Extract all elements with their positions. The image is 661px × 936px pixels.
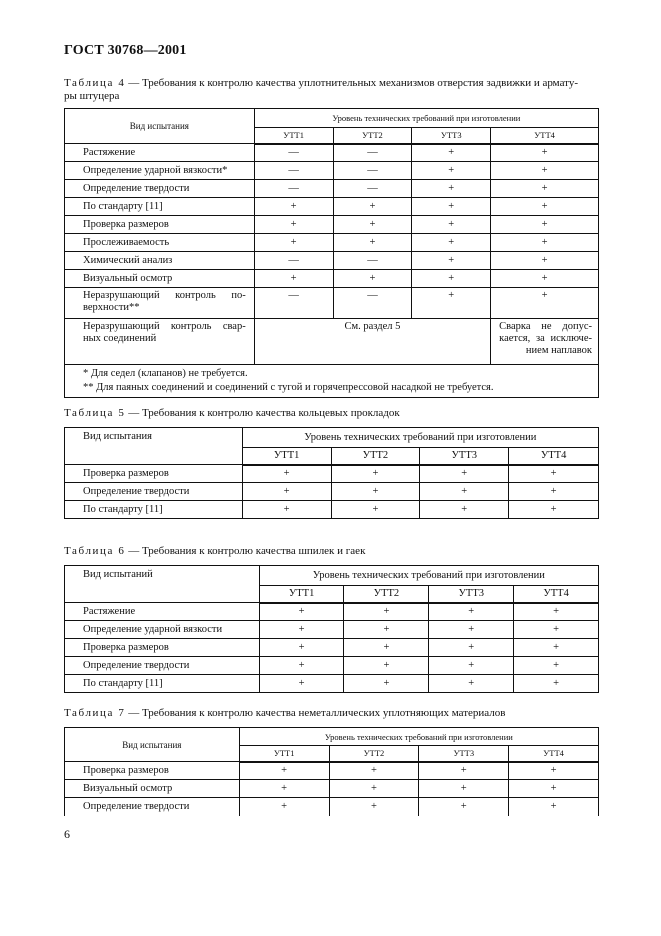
cell-value: + xyxy=(514,621,599,639)
cell-value: + xyxy=(412,288,491,319)
cell-value: + xyxy=(333,234,412,252)
row-name: Определение твердости xyxy=(65,798,240,816)
cell-line: нием наплавок xyxy=(525,345,592,356)
table-row xyxy=(65,657,599,675)
cell-value: — xyxy=(333,288,412,319)
cell-value: + xyxy=(509,780,599,798)
cell-value: — xyxy=(333,144,412,162)
cell-value: + xyxy=(239,762,329,780)
cell-line: Сварка не допус- xyxy=(499,321,592,332)
cell-value: + xyxy=(329,780,419,798)
cell-value: + xyxy=(491,234,599,252)
cell-value: + xyxy=(412,216,491,234)
cell-value: + xyxy=(344,621,429,639)
table6-header-level: УТТ2 xyxy=(344,586,429,603)
cell-value: + xyxy=(344,603,429,621)
cell-value: + xyxy=(412,198,491,216)
cell-value: + xyxy=(491,162,599,180)
cell-value: + xyxy=(491,270,599,288)
table7-caption-text: — Требования к контролю качества неметаллических уплотняющих материалов xyxy=(125,707,506,719)
row-name: Проверка размеров xyxy=(65,639,260,657)
table7-header-group: Уровень технических требований при изготовлении xyxy=(239,728,598,746)
table6-header-level: УТТ4 xyxy=(514,586,599,603)
cell-value: + xyxy=(412,162,491,180)
row-name: По стандарту [11] xyxy=(65,501,243,519)
table-row xyxy=(65,675,599,693)
table5-header-test: Вид испытания xyxy=(65,428,243,465)
row-name: Растяжение xyxy=(65,603,260,621)
cell-value: + xyxy=(331,483,420,501)
row-name: Определение ударной вязкости* xyxy=(65,162,255,180)
cell-value: + xyxy=(429,621,514,639)
table-row xyxy=(65,198,599,216)
table7 xyxy=(64,727,599,816)
table-row xyxy=(65,270,599,288)
row-name-line: верхности** xyxy=(83,302,140,313)
table5-header-level: УТТ4 xyxy=(509,448,599,465)
row-name: По стандарту [11] xyxy=(65,675,260,693)
cell-value: + xyxy=(419,798,509,816)
table5 xyxy=(64,427,599,519)
table4-header-test: Вид испытания xyxy=(65,109,255,144)
cell-value: + xyxy=(239,798,329,816)
cell-value: + xyxy=(259,675,344,693)
cell-value: + xyxy=(259,621,344,639)
cell-value: — xyxy=(333,252,412,270)
table-row xyxy=(65,762,599,780)
table4-header-level: УТТ2 xyxy=(333,128,412,144)
cell-value: + xyxy=(509,483,599,501)
table-row xyxy=(65,465,599,483)
table4-header-level: УТТ1 xyxy=(254,128,333,144)
table4-header-group: Уровень технических требований при изготовлении xyxy=(254,109,598,128)
table7-caption xyxy=(64,707,505,720)
table-row xyxy=(65,603,599,621)
table-row xyxy=(65,252,599,270)
cell-value: + xyxy=(329,762,419,780)
cell-value: + xyxy=(254,198,333,216)
table7-header-level: УТТ3 xyxy=(419,746,509,762)
cell-value: + xyxy=(429,675,514,693)
table-notes-row xyxy=(65,365,599,398)
table-row xyxy=(65,780,599,798)
table-row xyxy=(65,144,599,162)
row-name: Определение твердости xyxy=(65,483,243,501)
page-number: 6 xyxy=(64,827,70,841)
cell-value: + xyxy=(514,657,599,675)
cell-value: + xyxy=(429,639,514,657)
row-name: Проверка размеров xyxy=(65,762,240,780)
cell-value: — xyxy=(254,252,333,270)
row-name: Определение твердости xyxy=(65,657,260,675)
cell-value: + xyxy=(509,465,599,483)
merged-cell: См. раздел 5 xyxy=(254,319,490,365)
cell-value: + xyxy=(491,144,599,162)
cell-value: + xyxy=(242,501,331,519)
cell-value: + xyxy=(429,603,514,621)
cell-value: + xyxy=(259,603,344,621)
table7-header-test: Вид испытания xyxy=(65,728,240,762)
cell-value: + xyxy=(420,501,509,519)
cell-value: + xyxy=(514,675,599,693)
cell-value: + xyxy=(429,657,514,675)
cell-value: + xyxy=(333,198,412,216)
table-row xyxy=(65,234,599,252)
cell-value: — xyxy=(333,162,412,180)
table-notes xyxy=(65,365,599,398)
cell-value: + xyxy=(419,762,509,780)
table5-header-group: Уровень технических требований при изготовлении xyxy=(242,428,598,448)
cell-value xyxy=(491,319,599,365)
row-name: Проверка размеров xyxy=(65,465,243,483)
table-row xyxy=(65,288,599,319)
table5-header-level: УТТ2 xyxy=(331,448,420,465)
cell-value: + xyxy=(509,762,599,780)
table4 xyxy=(64,108,599,398)
cell-value: — xyxy=(333,180,412,198)
table-row xyxy=(65,501,599,519)
cell-value: — xyxy=(254,144,333,162)
cell-value: + xyxy=(420,483,509,501)
table4-label: Таблица 4 xyxy=(64,77,126,89)
table7-header-level: УТТ4 xyxy=(509,746,599,762)
row-name: Химический анализ xyxy=(65,252,255,270)
row-name: Визуальный осмотр xyxy=(65,270,255,288)
cell-value: — xyxy=(254,288,333,319)
cell-value: + xyxy=(344,639,429,657)
cell-value: + xyxy=(331,501,420,519)
cell-value: — xyxy=(254,162,333,180)
table5-caption-text: — Требования к контролю качества кольцевых прокладок xyxy=(125,407,400,419)
cell-value: + xyxy=(242,465,331,483)
cell-value: + xyxy=(412,252,491,270)
row-name-line: Неразрушающий контроль свар- xyxy=(83,321,246,332)
table7-header-level: УТТ2 xyxy=(329,746,419,762)
table7-label: Таблица 7 xyxy=(64,707,126,719)
table6-header-group: Уровень технических требований при изготовлении xyxy=(259,566,598,586)
cell-value: + xyxy=(239,780,329,798)
table5-header-level: УТТ3 xyxy=(420,448,509,465)
table4-caption-text: — Требования к контролю качества уплотнительных механизмов отверстия задвижки и армату- xyxy=(125,77,578,89)
table-row xyxy=(65,639,599,657)
footnote: * Для седел (клапанов) не требуется. xyxy=(83,368,248,379)
table-row xyxy=(65,483,599,501)
table7-header-level: УТТ1 xyxy=(239,746,329,762)
table4-header-level: УТТ3 xyxy=(412,128,491,144)
cell-value: + xyxy=(491,252,599,270)
table6 xyxy=(64,565,599,693)
cell-value: + xyxy=(412,144,491,162)
cell-value: + xyxy=(254,216,333,234)
table5-caption xyxy=(64,407,400,420)
row-name: Визуальный осмотр xyxy=(65,780,240,798)
cell-value: + xyxy=(329,798,419,816)
cell-value: + xyxy=(412,270,491,288)
row-name: Определение твердости xyxy=(65,180,255,198)
cell-value: + xyxy=(491,198,599,216)
table6-label: Таблица 6 xyxy=(64,545,126,557)
row-name: Определение ударной вязкости xyxy=(65,621,260,639)
table6-header-level: УТТ3 xyxy=(429,586,514,603)
row-name: Растяжение xyxy=(65,144,255,162)
cell-value: + xyxy=(412,180,491,198)
cell-value: + xyxy=(491,288,599,319)
cell-value: + xyxy=(242,483,331,501)
cell-value: + xyxy=(514,639,599,657)
cell-value: + xyxy=(331,465,420,483)
cell-value: + xyxy=(491,216,599,234)
table-row xyxy=(65,216,599,234)
cell-value: + xyxy=(344,657,429,675)
table6-header-test: Вид испытаний xyxy=(65,566,260,603)
cell-value: + xyxy=(254,270,333,288)
row-name-line: Неразрушающий контроль по- xyxy=(83,290,246,301)
cell-value: + xyxy=(259,657,344,675)
cell-value: + xyxy=(509,501,599,519)
table-row xyxy=(65,180,599,198)
table4-header-level: УТТ4 xyxy=(491,128,599,144)
row-name: Проверка размеров xyxy=(65,216,255,234)
cell-value: + xyxy=(420,465,509,483)
table5-header-level: УТТ1 xyxy=(242,448,331,465)
cell-value: + xyxy=(509,798,599,816)
row-name-line: ных соединений xyxy=(83,333,157,344)
cell-value: + xyxy=(344,675,429,693)
table4-caption-line2: ры штуцера xyxy=(64,90,120,102)
row-name: По стандарту [11] xyxy=(65,198,255,216)
cell-value: + xyxy=(254,234,333,252)
cell-value: + xyxy=(514,603,599,621)
cell-value: + xyxy=(333,216,412,234)
footnote: ** Для паяных соединений и соединений с тугой и горячепрессовой насадкой не требуется. xyxy=(83,382,494,393)
table-row xyxy=(65,162,599,180)
document-header: ГОСТ 30768—2001 xyxy=(64,43,187,58)
table6-caption-text: — Требования к контролю качества шпилек и гаек xyxy=(125,545,366,557)
table-row xyxy=(65,621,599,639)
table-row xyxy=(65,319,599,365)
table6-header-level: УТТ1 xyxy=(259,586,344,603)
cell-line: кается, за исключе- xyxy=(499,333,592,344)
row-name: Прослеживаемость xyxy=(65,234,255,252)
cell-value: + xyxy=(491,180,599,198)
table6-caption xyxy=(64,545,365,558)
cell-value: + xyxy=(412,234,491,252)
table5-label: Таблица 5 xyxy=(64,407,126,419)
cell-value: + xyxy=(333,270,412,288)
cell-value: — xyxy=(254,180,333,198)
cell-value: + xyxy=(259,639,344,657)
table-row xyxy=(65,798,599,816)
cell-value: + xyxy=(419,780,509,798)
row-name xyxy=(65,288,255,319)
table4-caption xyxy=(64,77,597,103)
row-name xyxy=(65,319,255,365)
